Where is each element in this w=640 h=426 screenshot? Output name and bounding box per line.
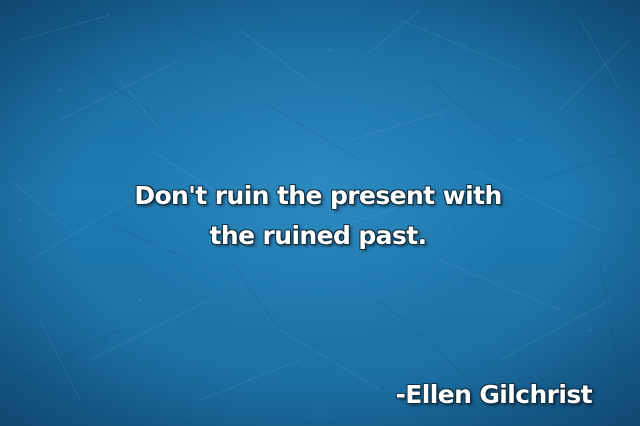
quote-text: [70, 176, 566, 256]
quote-author: -Ellen Gilchrist: [395, 380, 592, 409]
quote-line-1: Don't ruin the present with: [134, 181, 502, 210]
quote-line-2: the ruined past.: [209, 221, 427, 250]
